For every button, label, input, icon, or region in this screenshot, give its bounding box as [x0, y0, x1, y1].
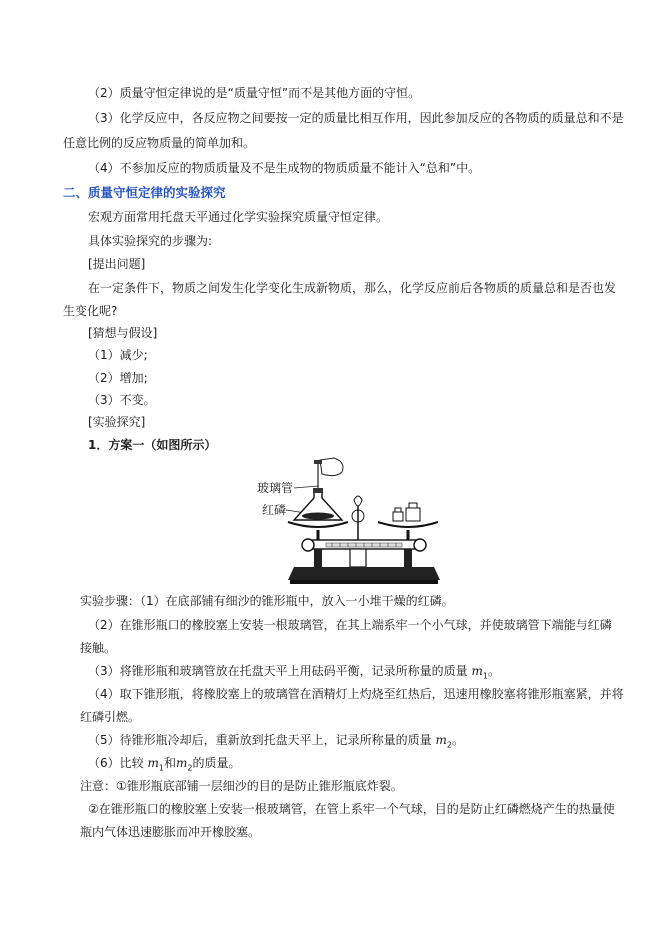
- step-2-line-2: 接触。: [80, 641, 117, 655]
- note-2-line-1: ②在锥形瓶口的橡胶塞上安装一根玻璃管，在管上系牢一个气球，目的是防止红磷燃烧产生的热量使: [88, 802, 615, 816]
- sand-and-phosphorus: [302, 513, 334, 520]
- step-5: （5）待锥形瓶冷却后，重新放到托盘天平上，记录所称量的质量 $m_2$。: [88, 733, 464, 750]
- balloon-shape: [320, 458, 343, 476]
- plan-title: 1．方案一（如图所示）: [88, 438, 217, 452]
- right-adjust-knob: [414, 539, 426, 551]
- question-line-1: 在一定条件下，物质之间发生化学变化生成新物质，那么，化学反应前后各物质的质量总和是否也发: [88, 281, 617, 295]
- step-4-line-2: 红磷引燃。: [80, 710, 141, 724]
- paragraph-conservation-3-cont: 任意比例的反应物质量的简单加和。: [63, 136, 256, 150]
- question-line-2: 生变化呢?: [63, 304, 118, 318]
- label-red-phosphorus: 红磷: [262, 503, 287, 517]
- center-post: [350, 549, 366, 567]
- base-bottom: [290, 580, 438, 584]
- pointer-top: [354, 496, 362, 506]
- step-3: （3）将锥形瓶和玻璃管放在托盘天平上用砝码平衡，记录所称量的质量 $m_1$。: [88, 664, 500, 681]
- left-post: [314, 549, 322, 567]
- section-heading: 二、质量守恒定律的实验探究: [63, 185, 226, 200]
- left-pan: [288, 522, 348, 527]
- tag-hypothesis: [猜想与假设]: [88, 326, 158, 340]
- intro-line-1: 宏观方面常用托盘天平通过化学实验探究质量守恒定律。: [88, 210, 389, 224]
- balance-apparatus-figure: [250, 456, 450, 588]
- right-post: [404, 549, 412, 567]
- weight-small: [393, 512, 403, 521]
- paragraph-conservation-3: （3）化学反应中，各反应物之间要按一定的质量比相互作用，因此参加反应的各物质的质量总和不是: [88, 111, 624, 125]
- step-2-line-1: （2）在锥形瓶口的橡胶塞上安装一根玻璃管，在其上端系牢一个小气球，并使玻璃管下端能与红磷: [88, 618, 612, 632]
- step-1: 实验步骤：（1）在底部铺有细沙的锥形瓶中，放入一小堆干燥的红磷。: [80, 594, 454, 608]
- hypothesis-3: （3）不变。: [88, 393, 156, 407]
- tube-top-knot: [314, 460, 322, 464]
- balance-drawing: [250, 456, 450, 588]
- step-6: （6）比较 $m_1$和$m_2$的质量。: [88, 756, 241, 773]
- tag-question: [提出问题]: [88, 257, 146, 271]
- weight-large: [406, 508, 420, 521]
- tag-experiment: [实验探究]: [88, 415, 146, 429]
- hypothesis-1: （1）减少;: [88, 348, 148, 362]
- note-1: 注意：①锥形瓶底部铺一层细沙的目的是防止锥形瓶底炸裂。: [80, 779, 403, 793]
- leader-line-tube: [294, 486, 318, 488]
- right-pan: [378, 522, 438, 527]
- weight-small-knob: [395, 508, 401, 512]
- paragraph-conservation-4: （4）不参加反应的物质质量及不是生成物的物质质量不能计入“总和”中。: [88, 161, 481, 175]
- note-2-line-2: 瓶内气体迅速膨胀而冲开橡胶塞。: [80, 825, 261, 839]
- weight-large-knob: [409, 503, 417, 508]
- rubber-stopper: [313, 488, 323, 493]
- step-4-line-1: （4）取下锥形瓶，将橡胶塞上的玻璃管在酒精灯上灼烧至红热后，迅速用橡胶塞将锥形瓶塞紧，并将: [88, 687, 624, 701]
- label-glass-tube: 玻璃管: [257, 481, 294, 495]
- paragraph-conservation-2: （2）质量守恒定律说的是“质量守恒”而不是其他方面的守恒。: [88, 86, 421, 100]
- balance-base: [288, 567, 440, 580]
- hypothesis-2: （2）增加;: [88, 371, 148, 385]
- intro-line-2: 具体实验探究的步骤为:: [88, 234, 213, 248]
- left-adjust-knob: [302, 539, 314, 551]
